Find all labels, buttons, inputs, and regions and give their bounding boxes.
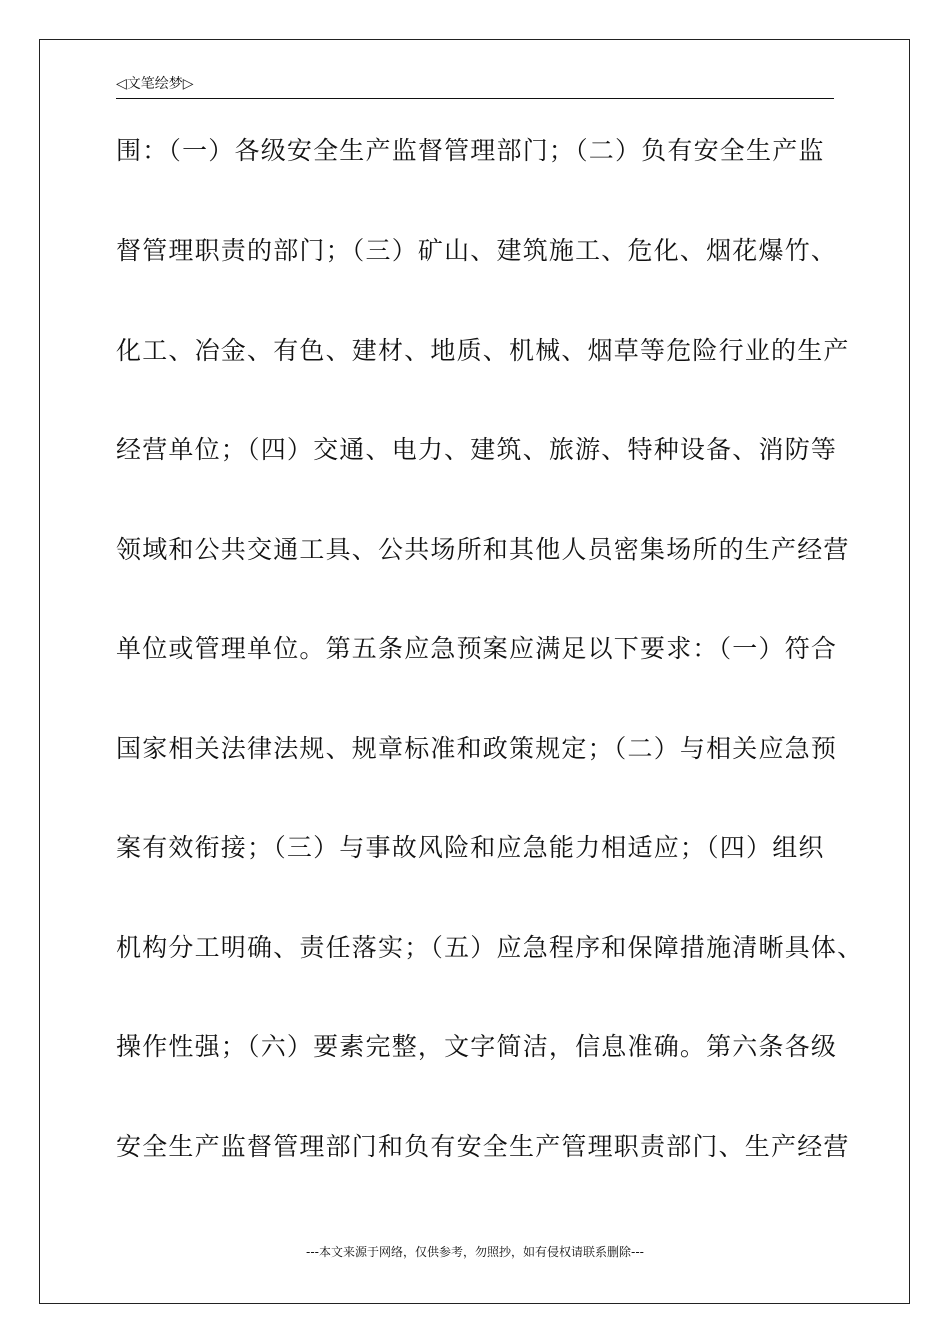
body-line: 经营单位；（四）交通、电力、建筑、旅游、特种设备、消防等 xyxy=(116,435,838,464)
body-line: 操作性强；（六）要素完整，文字简洁，信息准确。第六条各级 xyxy=(116,1032,838,1061)
page-border xyxy=(39,39,910,1304)
footer-disclaimer: ---本文来源于网络，仅供参考，勿照抄，如有侵权请联系删除--- xyxy=(306,1245,644,1259)
page-header xyxy=(116,73,834,99)
body-line: 化工、冶金、有色、建材、地质、机械、烟草等危险行业的生产 xyxy=(116,336,850,365)
body-line: 领域和公共交通工具、公共场所和其他人员密集场所的生产经营 xyxy=(116,535,850,564)
body-line: 国家相关法律法规、规章标准和政策规定；（二）与相关应急预 xyxy=(116,734,838,763)
body-line: 单位或管理单位。第五条应急预案应满足以下要求：（一）符合 xyxy=(116,634,838,663)
body-line: 机构分工明确、责任落实；（五）应急程序和保障措施清晰具体、 xyxy=(116,933,864,962)
body-line: 案有效衔接；（三）与事故风险和应急能力相适应；（四）组织 xyxy=(116,833,825,862)
body-line: 安全生产监督管理部门和负有安全生产管理职责部门、生产经营 xyxy=(116,1132,850,1161)
body-line: 督管理职责的部门；（三）矿山、建筑施工、危化、烟花爆竹、 xyxy=(116,236,838,265)
body-line: 围：（一）各级安全生产监督管理部门；（二）负有安全生产监 xyxy=(116,136,825,165)
header-logo-text: ◁文笔绘梦▷ xyxy=(116,76,194,92)
